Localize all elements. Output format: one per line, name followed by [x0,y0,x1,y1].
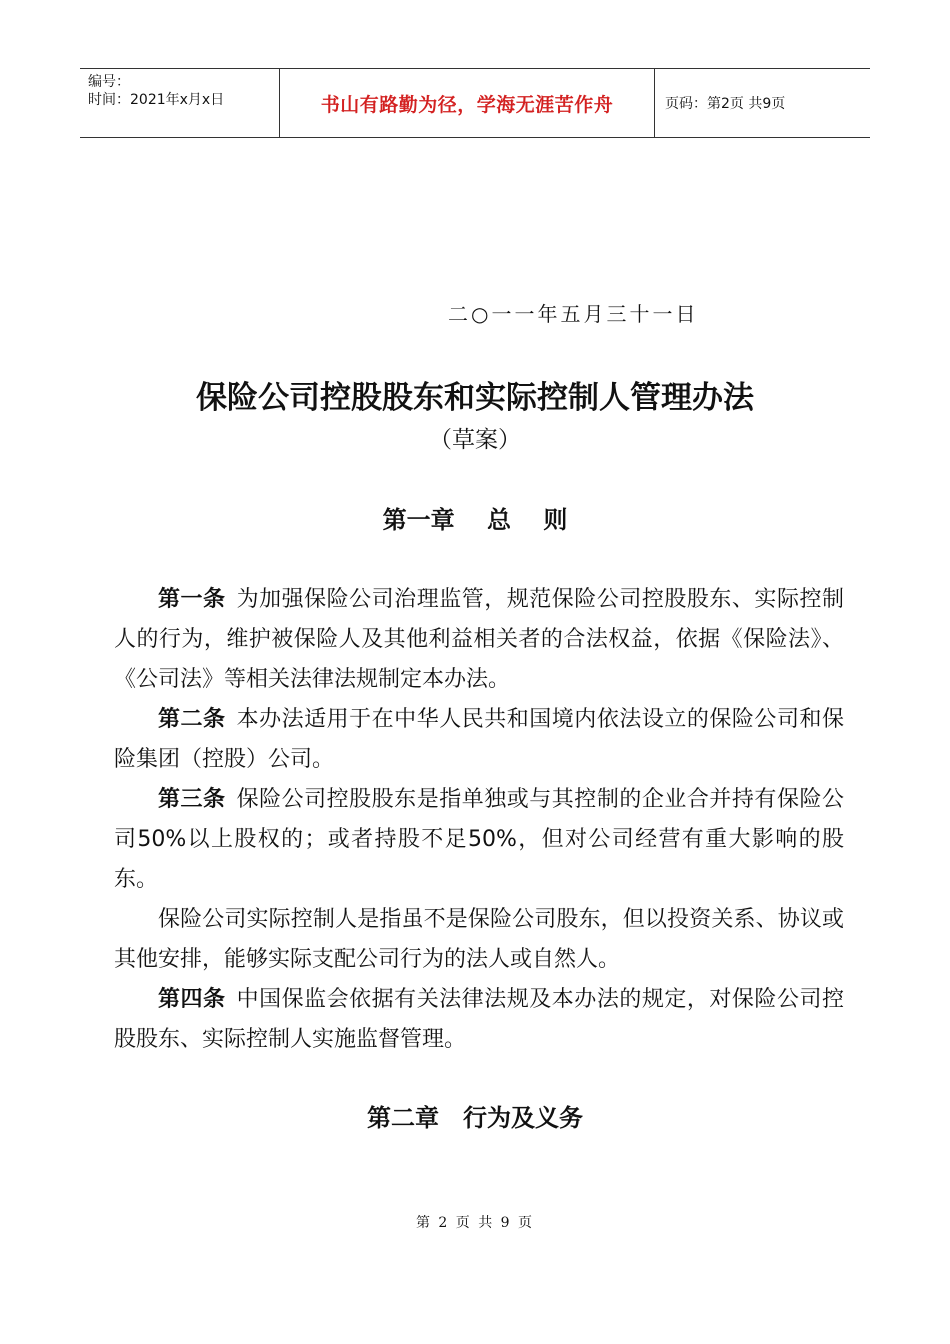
article-list [114,580,844,1060]
article-3 [114,780,844,900]
document-subtitle: （草案） [429,427,521,453]
article-2 [114,700,844,780]
document-title: 保险公司控股股东和实际控制人管理办法 [196,380,754,416]
motto: 书山有路勤为径，学海无涯苦作舟 [280,69,655,137]
article-text: 本办法适用于在中华人民共和国境内依法设立的保险公司和保险集团（控股）公司。 [114,707,844,772]
article-label: 第二条 [158,707,226,732]
article-1 [114,580,844,700]
article-label: 第一条 [158,587,226,612]
page-footer: 第 2 页 共 9 页 [415,1215,535,1231]
header-left-cell [80,69,280,137]
article-text: 为加强保险公司治理监管，规范保险公司控股股东、实际控制人的行为，维护被保险人及其他利益相关者的合法权益，依据《保险法》、《公司法》等相关法律法规制定本办法。 [114,587,844,692]
chapter-1-heading: 第一章 总 则 [382,505,568,534]
time-label: 时间：2021年x月x日 [88,92,225,108]
article-text: 保险公司控股股东是指单独或与其控制的企业合并持有保险公司50%以上股权的；或者持股不足50%，但对公司经营有重大影响的股东。 [114,787,844,892]
article-text: 中国保监会依据有关法律法规及本办法的规定，对保险公司控股股东、实际控制人实施监督管理。 [114,987,844,1052]
article-label: 第三条 [158,787,226,812]
page-info: 页码：第2页 共9页 [665,96,786,112]
chapter-2-heading: 第二章 行为及义务 [367,1103,583,1132]
document-date: 二○一一年五月三十一日 [448,302,699,326]
article-label: 第四条 [158,987,226,1012]
article-4 [114,980,844,1060]
article-3-paragraph-2 [114,900,844,980]
article-text: 保险公司实际控制人是指虽不是保险公司股东，但以投资关系、协议或其他安排，能够实际支配公司行为的法人或自然人。 [114,907,844,972]
header-table [80,68,870,138]
number-label: 编号： [88,74,130,90]
